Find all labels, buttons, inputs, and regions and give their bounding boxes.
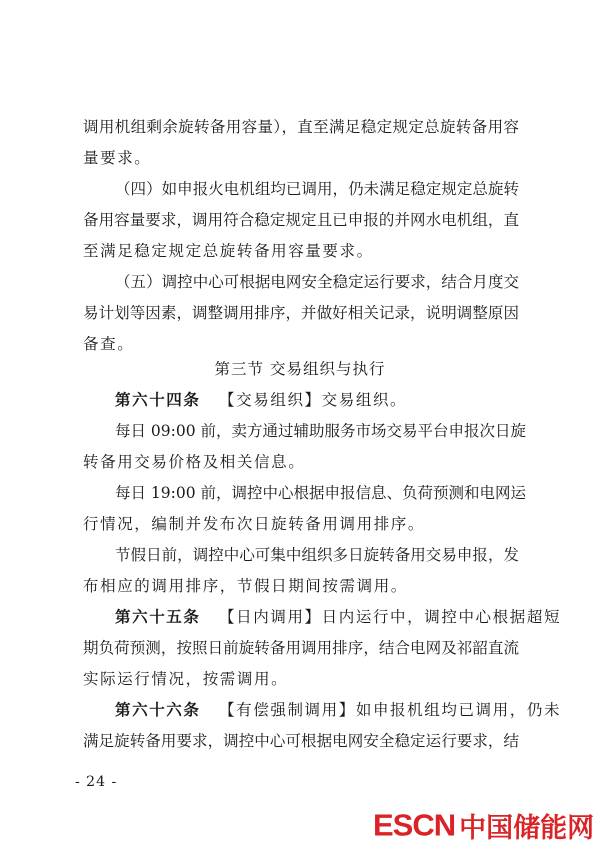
body-line: （五）调控中心可根据电网安全稳定运行要求，结合月度交: [115, 273, 519, 291]
body-line: 调用机组剩余旋转备用容量），直至满足稳定规定总旋转备用容: [83, 118, 519, 136]
body-line: 每日 09:00 前，卖方通过辅助服务市场交易平台申报次日旋: [115, 422, 527, 440]
article-66-heading: [115, 700, 561, 720]
escn-logo: [373, 806, 595, 844]
body-line: 实际运行情况，按需调用。: [83, 670, 289, 688]
article-65-heading: [115, 607, 561, 627]
body-line: （四）如申报火电机组均已调用，仍未满足稳定规定总旋转: [115, 180, 519, 198]
body-line: 满足旋转备用要求，调控中心可根据电网安全稳定运行要求，结: [83, 732, 519, 750]
body-line: 至满足稳定规定总旋转备用容量要求。: [83, 242, 374, 260]
body-line: 行情况，编制并发布次日旋转备用调用排序。: [83, 515, 426, 533]
body-line: 期负荷预测，按照日前旋转备用调用排序，结合电网及祁韶直流: [83, 639, 519, 657]
article-tag: 【交易组织】: [219, 391, 322, 409]
article-text: 交易组织。: [321, 391, 408, 409]
article-number: 第六十六条: [115, 700, 201, 719]
body-line: 节假日前，调控中心可集中组织多日旋转备用交易申报，发: [115, 546, 519, 564]
article-text: 如申报机组均已调用，仍未: [355, 701, 562, 719]
article-64-heading: [115, 390, 407, 410]
section-title: 第三节 交易组织与执行: [214, 360, 386, 378]
article-text: 日内运行中，调控中心根据超短: [321, 608, 562, 626]
body-line: 易计划等因素，调整调用排序，并做好相关记录，说明调整原因: [83, 304, 519, 322]
article-tag: 【有偿强制调用】: [219, 701, 356, 719]
article-number: 第六十五条: [115, 607, 201, 626]
article-number: 第六十四条: [115, 390, 201, 409]
body-line: 备查。: [83, 335, 135, 353]
body-line: 备用容量要求，调用符合稳定规定且已申报的并网水电机组，直: [83, 211, 519, 229]
body-line: 每日 19:00 前，调控中心根据申报信息、负荷预测和电网运: [115, 484, 527, 502]
article-tag: 【日内调用】: [219, 608, 322, 626]
body-line: 布相应的调用排序，节假日期间按需调用。: [83, 577, 408, 595]
page-number: - 24 -: [75, 774, 118, 790]
logo-latin-text: ESCN: [373, 807, 456, 843]
body-line: 转备用交易价格及相关信息。: [83, 453, 306, 471]
body-line: 量要求。: [83, 149, 152, 167]
logo-cjk-text: 中国储能网: [459, 813, 595, 844]
